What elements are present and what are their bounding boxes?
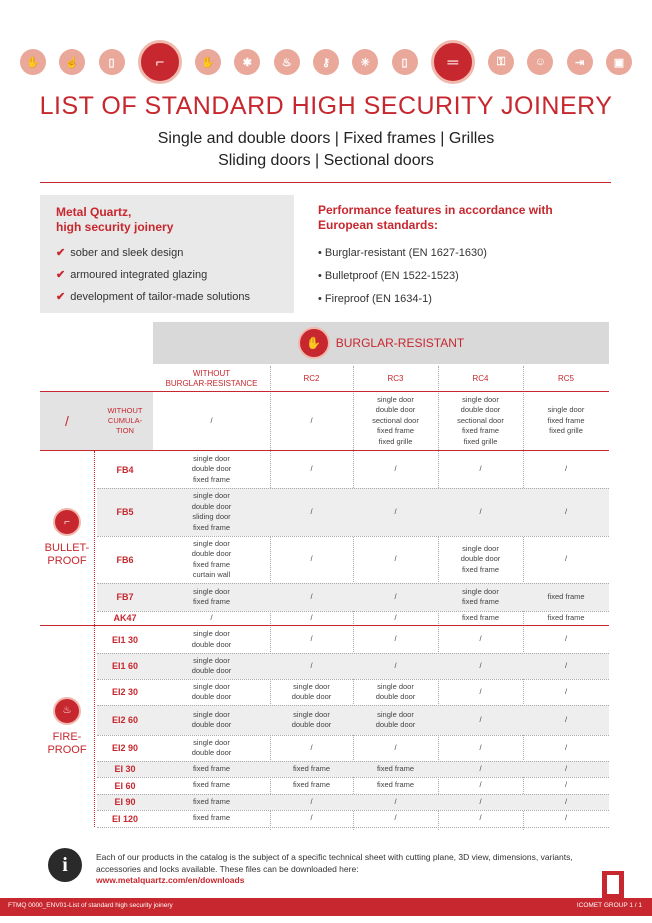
standard-item: • Fireproof (EN 1634-1) bbox=[318, 293, 432, 305]
row-divider bbox=[97, 653, 609, 654]
table-cell: / bbox=[210, 415, 213, 425]
footer-note-text: Each of our products in the catalog is the subject of a specific technical sheet with cutting plane, 3D view, dimensions, variants, accessories and locks available. These files can be downloaded here: bbox=[96, 852, 573, 874]
gun-icon: ⌐ bbox=[138, 40, 182, 84]
exit-icon: ⇥ bbox=[567, 49, 593, 75]
table-cell: / bbox=[564, 506, 568, 516]
table-cell: / bbox=[310, 554, 313, 564]
table-cell: / bbox=[310, 591, 313, 601]
row-divider bbox=[97, 777, 609, 778]
table-cell: / bbox=[310, 612, 313, 622]
info-icon: i bbox=[48, 848, 82, 882]
group-label: / bbox=[65, 412, 69, 429]
table-cell: / bbox=[479, 686, 482, 696]
page-number: ICOMET GROUP 1 / 1 bbox=[576, 902, 642, 909]
finger-icon: ☝ bbox=[59, 49, 85, 75]
column-header: WITHOUT BURGLAR-RESISTANCE bbox=[165, 369, 258, 388]
table-cell: single door double door sliding door fixed frame bbox=[191, 491, 232, 532]
downloads-link[interactable]: www.metalquartz.com/en/downloads bbox=[96, 875, 245, 885]
row-divider bbox=[97, 583, 609, 584]
table-cell: / bbox=[479, 780, 482, 790]
feature-item-label: armoured integrated glazing bbox=[70, 269, 208, 281]
group-name: FIRE- PROOF bbox=[47, 730, 87, 756]
door-icon: ▯ bbox=[392, 49, 418, 75]
standards-heading-line-1: Performance features in accordance with bbox=[318, 203, 553, 217]
table-cell: / bbox=[310, 742, 313, 752]
page-title: LIST OF STANDARD HIGH SECURITY JOINERY bbox=[39, 92, 613, 120]
table-cell: / bbox=[564, 660, 568, 670]
table-cell: / bbox=[310, 634, 313, 644]
table-cell: / bbox=[210, 612, 213, 622]
row-divider bbox=[97, 761, 609, 762]
table-cell: / bbox=[310, 813, 313, 823]
table-cell: / bbox=[394, 660, 397, 670]
table-cell: / bbox=[310, 506, 313, 516]
standard-item-label: Bulletproof (EN 1522-1523) bbox=[324, 270, 459, 282]
check-icon: ✔ bbox=[56, 291, 66, 303]
table-cell: / bbox=[564, 813, 568, 823]
table-cell: single door fixed frame bbox=[461, 586, 500, 606]
table-cell: fixed frame bbox=[192, 796, 231, 806]
table-cell: / bbox=[564, 796, 568, 806]
drill-icon: ✱ bbox=[234, 49, 260, 75]
table-cell: single door double door bbox=[191, 629, 232, 649]
table-cell: single door double door bbox=[191, 709, 232, 729]
row-label: FB6 bbox=[116, 554, 134, 565]
panel-icon: ▣ bbox=[606, 49, 632, 75]
table-cell: / bbox=[394, 591, 397, 601]
table-cell: / bbox=[310, 464, 313, 474]
snowflake-icon: ✳ bbox=[352, 49, 378, 75]
row-label: EI 90 bbox=[114, 797, 136, 807]
table-cell: fixed frame bbox=[292, 763, 331, 773]
key-icon: ⚷ bbox=[313, 49, 339, 75]
table-cell: single door double door bbox=[191, 655, 232, 675]
group-separator bbox=[94, 451, 96, 625]
standard-item-label: Fireproof (EN 1634-1) bbox=[324, 293, 432, 305]
table-cell: single door double door bbox=[191, 681, 232, 701]
feature-item-label: sober and sleek design bbox=[70, 247, 184, 259]
table-cell: single door double door fixed frame bbox=[460, 543, 501, 574]
table-cell: / bbox=[394, 612, 397, 622]
column-header: RC2 bbox=[303, 374, 320, 383]
lock-icon: ⚿ bbox=[488, 49, 514, 75]
table-cell: single door double door fixed frame bbox=[191, 453, 232, 484]
table-cell: / bbox=[394, 742, 397, 752]
column-header: RC3 bbox=[387, 374, 404, 383]
table-cell: / bbox=[479, 464, 482, 474]
table-cell: fixed frame bbox=[547, 612, 585, 622]
feature-icons-row bbox=[20, 40, 632, 84]
door-icon: ▯ bbox=[99, 49, 125, 75]
row-label: EI2 90 bbox=[111, 743, 139, 753]
icomet-logo bbox=[602, 871, 624, 898]
standard-item: • Bulletproof (EN 1522-1523) bbox=[318, 270, 459, 282]
subtitle-line-2: Sliding doors | Sectional doors bbox=[218, 152, 434, 169]
column-header: RC4 bbox=[472, 374, 489, 383]
table-cell: / bbox=[310, 415, 313, 425]
table-cell: fixed frame bbox=[292, 780, 331, 790]
row-label: FB7 bbox=[116, 592, 134, 602]
row-divider bbox=[97, 794, 609, 795]
features-box bbox=[40, 195, 294, 313]
row-label: EI1 60 bbox=[111, 661, 139, 671]
row-divider bbox=[97, 705, 609, 706]
table-cell: / bbox=[564, 742, 568, 752]
burglar-resistant-header bbox=[153, 322, 609, 364]
table-cell: / bbox=[479, 742, 482, 752]
check-icon: ✔ bbox=[56, 269, 66, 281]
table-cell: single door fixed frame bbox=[192, 586, 231, 606]
person-icon: ☺ bbox=[527, 49, 553, 75]
row-divider bbox=[97, 488, 609, 489]
subtitle-line-1: Single and double doors | Fixed frames | Grilles bbox=[157, 130, 495, 147]
features-heading bbox=[56, 205, 173, 235]
standards-heading bbox=[318, 203, 553, 233]
row-label: FB5 bbox=[116, 507, 134, 517]
table-cell: / bbox=[564, 714, 568, 724]
burglar-resistant-label: BURGLAR-RESISTANT bbox=[335, 336, 465, 350]
table-cell: / bbox=[564, 634, 568, 644]
flame-icon: ♨ bbox=[274, 49, 300, 75]
table-cell: / bbox=[479, 796, 482, 806]
table-cell: / bbox=[479, 763, 482, 773]
table-cell: / bbox=[564, 464, 568, 474]
group-label bbox=[40, 626, 94, 827]
table-cell: / bbox=[479, 660, 482, 670]
page-subtitle bbox=[0, 128, 652, 172]
table-cell: / bbox=[394, 464, 397, 474]
table-cell: fixed frame bbox=[376, 763, 415, 773]
hand-icon: ✋ bbox=[20, 49, 46, 75]
table-cell: / bbox=[479, 506, 482, 516]
column-header: RC5 bbox=[557, 374, 574, 383]
table-cell: / bbox=[564, 780, 568, 790]
table-cell: single door double door fixed frame curtain wall bbox=[191, 538, 232, 579]
flame-icon: ♨ bbox=[53, 697, 81, 725]
burglar-hand-icon: ✋ bbox=[298, 327, 330, 359]
table-cell: single door double door bbox=[291, 709, 332, 729]
standard-item-label: Burglar-resistant (EN 1627-1630) bbox=[324, 247, 487, 259]
feature-item bbox=[56, 268, 207, 281]
standards-heading-line-2: European standards: bbox=[318, 218, 439, 232]
table-cell: / bbox=[564, 763, 568, 773]
row-divider bbox=[97, 810, 609, 811]
footer-bar bbox=[0, 898, 652, 916]
row-label: EI2 30 bbox=[111, 687, 139, 697]
feature-item bbox=[56, 246, 183, 259]
title-divider bbox=[40, 182, 611, 183]
row-divider bbox=[97, 679, 609, 680]
table-cell: / bbox=[479, 634, 482, 644]
hand-icon: ✋ bbox=[195, 49, 221, 75]
table-cell: single door double door bbox=[375, 681, 416, 701]
features-heading-line-2: high security joinery bbox=[56, 220, 174, 234]
table-cell: single door double door bbox=[375, 709, 416, 729]
row-label: EI2 60 bbox=[111, 715, 139, 725]
gun-icon: ⌐ bbox=[53, 508, 81, 536]
feature-item-label: development of tailor-made solutions bbox=[70, 291, 250, 303]
table-cell: / bbox=[394, 813, 397, 823]
feature-item bbox=[56, 290, 250, 303]
table-cell: fixed frame bbox=[192, 813, 231, 823]
row-divider bbox=[97, 735, 609, 736]
row-divider bbox=[97, 611, 609, 612]
row-label: FB4 bbox=[116, 464, 134, 475]
table-cell: / bbox=[310, 796, 313, 806]
table-cell: / bbox=[564, 686, 568, 696]
table-cell: / bbox=[479, 813, 482, 823]
table-cell: single door double door sectional door fixed frame fixed grille bbox=[372, 394, 419, 446]
group-name: BULLET- PROOF bbox=[44, 542, 90, 567]
table-cell: fixed frame bbox=[461, 612, 500, 622]
features-heading-line-1: Metal Quartz, bbox=[56, 205, 132, 219]
table-cell: fixed frame bbox=[376, 780, 415, 790]
row-label: EI 60 bbox=[114, 780, 136, 791]
table-cell: fixed frame bbox=[192, 780, 231, 790]
table-cell: single door double door bbox=[191, 737, 232, 757]
table-cell: / bbox=[394, 554, 397, 564]
table-cell: / bbox=[394, 634, 397, 644]
table-cell: single door fixed frame fixed grille bbox=[547, 405, 585, 436]
table-cell: fixed frame bbox=[547, 591, 585, 601]
table-cell: / bbox=[394, 506, 397, 516]
standard-item: • Burglar-resistant (EN 1627-1630) bbox=[318, 247, 487, 259]
table-cell: / bbox=[479, 714, 482, 724]
row-label: WITHOUT CUMULA- TION bbox=[107, 406, 143, 435]
row-divider bbox=[97, 536, 609, 537]
table-cell: / bbox=[394, 796, 397, 806]
row-label: EI 120 bbox=[111, 813, 139, 824]
table-cell: / bbox=[564, 554, 568, 564]
table-cell: / bbox=[310, 660, 313, 670]
document-reference: FTMQ 0000_ENV01-List of standard high security joinery bbox=[8, 902, 173, 909]
row-label: EI1 30 bbox=[111, 634, 139, 645]
row-label: AK47 bbox=[113, 613, 137, 623]
table-cell: single door double door bbox=[291, 681, 332, 701]
row-label: EI 30 bbox=[114, 764, 136, 774]
table-bottom bbox=[97, 827, 609, 828]
footer-note bbox=[96, 852, 606, 887]
group-separator bbox=[94, 626, 96, 827]
table-cell: single door double door sectional door fixed frame fixed grille bbox=[457, 394, 504, 446]
group-label bbox=[40, 451, 94, 625]
rifle-icon: ═ bbox=[431, 40, 475, 84]
check-icon: ✔ bbox=[56, 247, 66, 259]
table-cell: fixed frame bbox=[192, 763, 231, 773]
